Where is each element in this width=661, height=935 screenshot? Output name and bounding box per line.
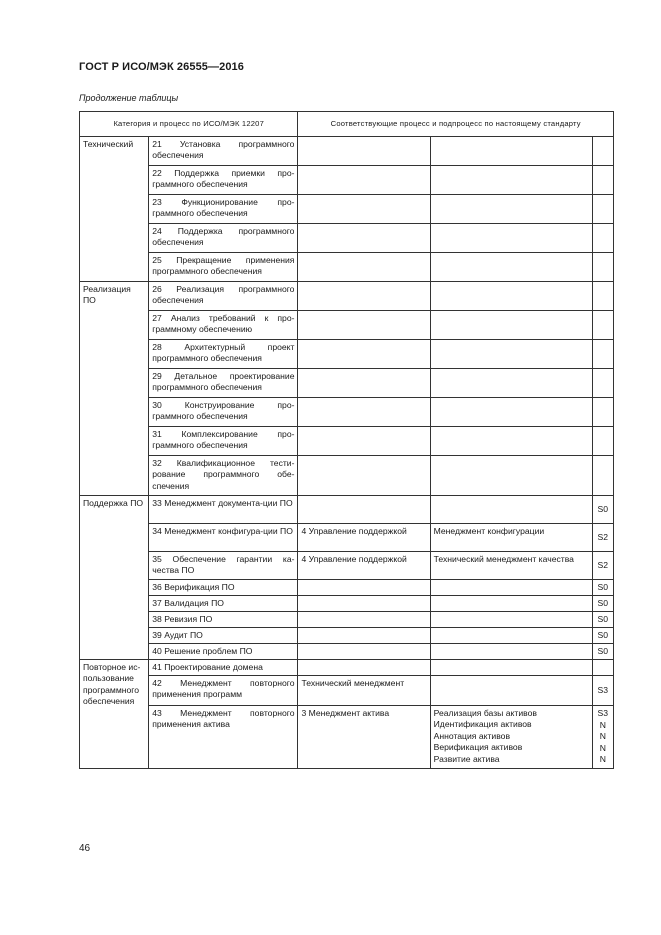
table-row [80, 660, 614, 676]
process-cell: 28 Архитектурный проект программного обеспечения [149, 340, 298, 369]
subprocess-cell [430, 612, 592, 628]
process-cell: 25 Прекращение применения программного обеспечения [149, 253, 298, 282]
process-cell: 24 Поддержка программного обеспечения [149, 224, 298, 253]
code-cell [592, 427, 613, 456]
table-row [80, 552, 614, 580]
subprocess-item: Реализация базы активов [433, 707, 537, 718]
subprocess-cell [430, 644, 592, 660]
table-row [80, 524, 614, 552]
process-cell: 31 Комплексирование про-граммного обеспечения [149, 427, 298, 456]
main-process-cell: Технический менеджмент [298, 676, 430, 706]
code-cell: S0 [592, 580, 613, 596]
table-row [80, 644, 614, 660]
subprocess-cell [430, 195, 592, 224]
code-cell [592, 660, 613, 676]
subprocess-cell [430, 580, 592, 596]
process-cell: 22 Поддержка приемки про-граммного обеспечения [149, 166, 298, 195]
process-cell: 26 Реализация программного обеспечения [149, 282, 298, 311]
process-cell: 29 Детальное проектирование программного обеспечения [149, 369, 298, 398]
process-cell: 21 Установка программного обеспечения [149, 137, 298, 166]
code-cell: S2 [592, 552, 613, 580]
table-row [80, 427, 614, 456]
main-process-cell [298, 660, 430, 676]
process-cell: 23 Функционирование про-граммного обеспечения [149, 195, 298, 224]
table-row [80, 596, 614, 612]
process-cell: 38 Ревизия ПО [149, 612, 298, 628]
subprocess-cell [430, 253, 592, 282]
subprocess-cell [430, 369, 592, 398]
document-standard-title: ГОСТ Р ИСО/МЭК 26555—2016 [79, 61, 244, 73]
process-mapping-table [79, 111, 614, 769]
process-cell: 43 Менеджмент повторного применения актива [149, 706, 298, 769]
code-cell [592, 311, 613, 340]
main-process-cell [298, 369, 430, 398]
main-process-cell [298, 253, 430, 282]
code-item: N [599, 731, 606, 741]
category-support: Поддержка ПО [80, 496, 149, 660]
code-item: N [599, 754, 606, 764]
process-cell: 34 Менеджмент конфигура-ции ПО [149, 524, 298, 552]
main-process-cell: 4 Управление поддержкой [298, 524, 430, 552]
subprocess-cell [430, 496, 592, 524]
code-cell: S0 [592, 496, 613, 524]
code-cell: S0 [592, 628, 613, 644]
main-process-cell [298, 224, 430, 253]
table-row [80, 456, 614, 496]
main-process-cell [298, 282, 430, 311]
code-cell [592, 137, 613, 166]
subprocess-cell [430, 224, 592, 253]
page-number: 46 [79, 843, 91, 854]
code-cell: S0 [592, 612, 613, 628]
table-row [80, 137, 614, 166]
subprocess-cell [430, 676, 592, 706]
code-item: N [599, 742, 606, 753]
code-list-cell [592, 706, 613, 769]
header-corresponding-process: Соответствующие процесс и подпроцесс по настоящему стандарту [298, 112, 614, 137]
table-continuation-label: Продолжение таблицы [79, 93, 179, 103]
category-technical: Технический [80, 137, 149, 282]
main-process-cell [298, 496, 430, 524]
code-cell: S0 [592, 596, 613, 612]
process-cell: 35 Обеспечение гарантии ка-чества ПО [149, 552, 298, 580]
process-cell: 42 Менеджмент повторного применения программ [149, 676, 298, 706]
category-realization: Реализация ПО [80, 282, 149, 496]
main-process-cell [298, 195, 430, 224]
subprocess-item: Идентификация активов [433, 719, 532, 729]
main-process-cell [298, 580, 430, 596]
code-cell [592, 166, 613, 195]
subprocess-cell [430, 456, 592, 496]
code-cell: S2 [592, 524, 613, 552]
category-reuse: Повторное ис-пользование программного обеспечения [80, 660, 149, 769]
table-row [80, 580, 614, 596]
process-cell: 39 Аудит ПО [149, 628, 298, 644]
code-cell [592, 282, 613, 311]
table-row [80, 398, 614, 427]
main-process-cell [298, 166, 430, 195]
main-process-cell [298, 612, 430, 628]
table-row [80, 224, 614, 253]
main-process-cell [298, 644, 430, 660]
subprocess-item: Развитие актива [433, 753, 500, 764]
table-row [80, 311, 614, 340]
main-process-cell [298, 596, 430, 612]
subprocess-cell [430, 282, 592, 311]
code-cell: S3 [592, 676, 613, 706]
code-cell [592, 340, 613, 369]
subprocess-item: Верификация активов [433, 742, 523, 752]
table-row [80, 706, 614, 769]
code-cell [592, 253, 613, 282]
subprocess-list-cell [430, 706, 592, 769]
code-cell [592, 369, 613, 398]
main-process-cell [298, 427, 430, 456]
subprocess-cell: Технический менеджмент качества [430, 552, 592, 580]
subprocess-cell [430, 660, 592, 676]
subprocess-cell [430, 427, 592, 456]
subprocess-cell: Менеджмент конфигурации [430, 524, 592, 552]
subprocess-cell [430, 596, 592, 612]
subprocess-cell [430, 398, 592, 427]
process-cell: 33 Менеджмент документа-ции ПО [149, 496, 298, 524]
table-row [80, 369, 614, 398]
table-row [80, 282, 614, 311]
process-cell: 32 Квалификационное тести-рование программного обе-спечения [149, 456, 298, 496]
subprocess-cell [430, 628, 592, 644]
main-process-cell: 4 Управление поддержкой [298, 552, 430, 580]
process-cell: 40 Решение проблем ПО [149, 644, 298, 660]
process-cell: 30 Конструирование про-граммного обеспечения [149, 398, 298, 427]
main-process-cell [298, 628, 430, 644]
subprocess-cell [430, 311, 592, 340]
code-cell [592, 195, 613, 224]
main-process-cell [298, 456, 430, 496]
process-cell: 36 Верификация ПО [149, 580, 298, 596]
table-row [80, 253, 614, 282]
process-cell: 27 Анализ требований к про-граммному обеспечению [149, 311, 298, 340]
table-header-row [80, 112, 614, 137]
code-item: S3 [597, 708, 609, 718]
table-row [80, 676, 614, 706]
process-cell: 37 Валидация ПО [149, 596, 298, 612]
header-category-process: Категория и процесс по ИСО/МЭК 12207 [80, 112, 298, 137]
table-row [80, 195, 614, 224]
main-process-cell: 3 Менеджмент актива [298, 706, 430, 769]
table-row [80, 612, 614, 628]
code-cell [592, 456, 613, 496]
main-process-cell [298, 311, 430, 340]
subprocess-cell [430, 137, 592, 166]
process-cell: 41 Проектирование домена [149, 660, 298, 676]
subprocess-item: Аннотация активов [433, 730, 511, 741]
code-cell [592, 398, 613, 427]
main-process-cell [298, 340, 430, 369]
table-row [80, 496, 614, 524]
main-process-cell [298, 398, 430, 427]
code-cell [592, 224, 613, 253]
code-cell: S0 [592, 644, 613, 660]
main-process-cell [298, 137, 430, 166]
code-item: N [599, 719, 606, 730]
table-row [80, 166, 614, 195]
subprocess-cell [430, 166, 592, 195]
subprocess-cell [430, 340, 592, 369]
table-row [80, 340, 614, 369]
table-row [80, 628, 614, 644]
